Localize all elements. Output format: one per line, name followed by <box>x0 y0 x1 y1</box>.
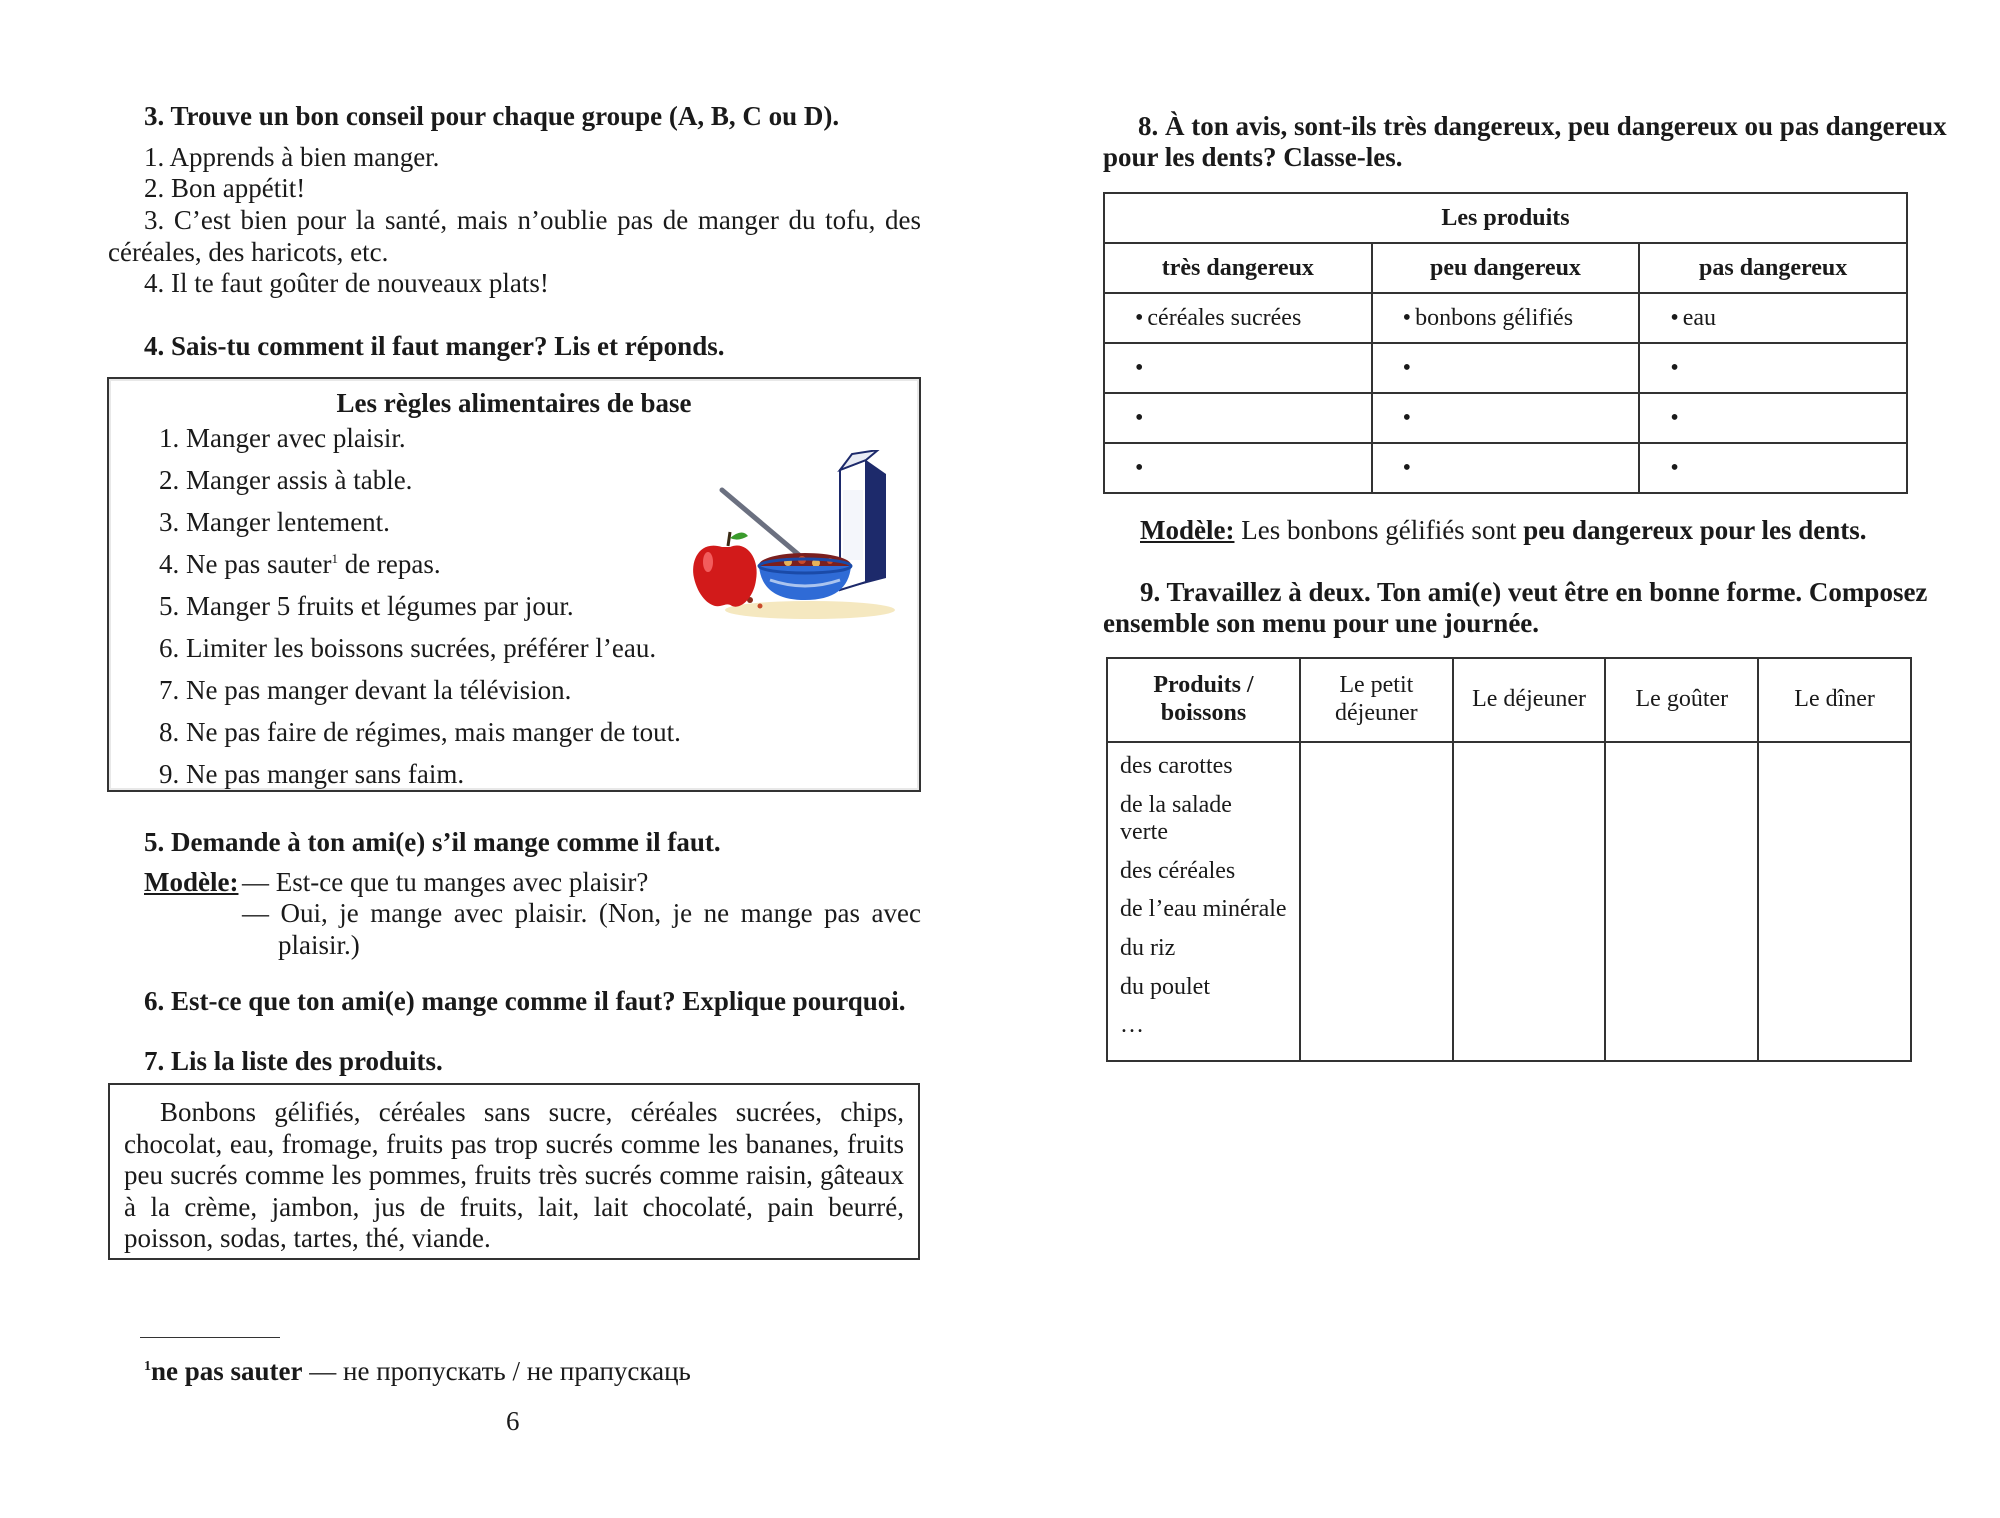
menu-item-salad-line2: verte <box>1120 819 1168 846</box>
exercise-7-heading: 7. Lis la liste des produits. <box>144 1046 443 1076</box>
menu-table <box>1106 657 1912 1062</box>
menu-item-salad-line1: de la salade <box>1120 791 1232 818</box>
danger-cell-not-1[interactable]: • eau <box>1639 293 1907 343</box>
danger-cell-blank[interactable] <box>1104 443 1372 493</box>
products-list-box <box>108 1083 920 1260</box>
menu-col-products-line2: boissons <box>1160 700 1247 726</box>
exercise-8-heading: 8. À ton avis, sont-ils très dangereux, peu dangereux ou pas dangereux <box>1138 111 1947 141</box>
rule-6: 6. Limiter les boissons sucrées, préférer l’eau. <box>159 633 657 663</box>
exercise-8-model <box>1140 515 1867 547</box>
danger-cell-very-1[interactable]: • céréales sucrées <box>1104 293 1372 343</box>
danger-cell-blank[interactable] <box>1104 393 1372 443</box>
danger-cell-blank[interactable] <box>1372 393 1640 443</box>
rule-9: 9. Ne pas manger sans faim. <box>159 759 465 789</box>
exercise-5-dialogue-2-cont: plaisir.) <box>278 930 360 960</box>
danger-cell-blank[interactable] <box>1372 343 1640 393</box>
exercise-9-heading: 9. Travaillez à deux. Ton ami(e) veut être en bonne forme. Composez <box>1140 577 1928 607</box>
menu-col-snack: Le goûter <box>1605 658 1758 742</box>
menu-col-products-line1: Produits / <box>1153 672 1254 699</box>
menu-item-mineral-water: de l’eau minérale <box>1120 896 1287 923</box>
rule-4 <box>159 549 441 581</box>
footnote-term: ne pas sauter <box>151 1356 303 1386</box>
products-list-text: Bonbons gélifiés, céréales sans sucre, céréales sucrées, chips, chocolat, eau, fromage, fruits pas trop sucrés comme les bananes, fruits peu sucrés comme les pommes, fruits très sucrés comme raisin, gâteaux à la crème, jambon, jus de fruits, lait, lait chocolaté, pain beurré, poisson, sodas, tartes, thé, viande. <box>124 1097 904 1254</box>
rule-4-text-end: de repas. <box>337 549 441 579</box>
rule-1: 1. Manger avec plaisir. <box>159 423 406 453</box>
danger-col-very: très dangereux <box>1104 243 1372 293</box>
rule-3: 3. Manger lentement. <box>159 507 390 537</box>
exercise-8-model-text: Les bonbons gélifiés sont <box>1234 515 1524 545</box>
menu-cell-breakfast[interactable] <box>1300 742 1453 1061</box>
exercise-4-heading: 4. Sais-tu comment il faut manger? Lis et réponds. <box>144 331 725 361</box>
menu-cell-snack[interactable] <box>1605 742 1758 1061</box>
apple-icon <box>693 532 757 607</box>
danger-cell-blank[interactable] <box>1372 443 1640 493</box>
danger-col-little: peu dangereux <box>1372 243 1640 293</box>
menu-item-cereals: des céréales <box>1120 857 1236 884</box>
exercise-5-dialogue-2: — Oui, je mange avec plaisir. (Non, je ne mange pas avec <box>242 898 921 928</box>
exercise-8-model-bold: peu dangereux pour les dents. <box>1523 515 1867 545</box>
footnote-divider <box>140 1337 280 1338</box>
danger-cell-blank[interactable] <box>1639 343 1907 393</box>
menu-products-cell <box>1107 742 1300 1061</box>
danger-cell-blank[interactable] <box>1639 393 1907 443</box>
menu-col-breakfast-line1: Le petit <box>1339 672 1414 699</box>
rule-7: 7. Ne pas manger devant la télévision. <box>159 675 572 705</box>
danger-cell-little-1[interactable]: • bonbons gélifiés <box>1372 293 1640 343</box>
footnote-mark: 1 <box>144 1359 151 1374</box>
page-number: 6 <box>506 1406 520 1436</box>
exercise-8-model-label: Modèle: <box>1140 515 1235 545</box>
footnote-translation: — не пропускать / не прапускаць <box>302 1356 691 1386</box>
menu-cell-dinner[interactable] <box>1758 742 1911 1061</box>
exercise-5-dialogue-1: — Est-ce que tu manges avec plaisir? <box>242 867 649 897</box>
breakfast-illustration <box>690 450 910 625</box>
rules-box-title: Les règles alimentaires de base <box>336 388 692 418</box>
exercise-3-item-4: 4. Il te faut goûter de nouveaux plats! <box>144 268 549 298</box>
exercise-5-model-label: Modèle: <box>144 867 239 897</box>
menu-item-salad <box>1120 792 1287 847</box>
rule-4-footnote-mark: 1 <box>331 551 338 566</box>
rule-8: 8. Ne pas faire de régimes, mais manger de tout. <box>159 717 681 747</box>
rule-2: 2. Manger assis à table. <box>159 465 413 495</box>
menu-item-carrots: des carottes <box>1120 753 1233 779</box>
exercise-9-heading-cont: ensemble son menu pour une journée. <box>1103 608 1540 638</box>
exercise-3-item-1: 1. Apprends à bien manger. <box>144 142 440 172</box>
exercise-5-heading: 5. Demande à ton ami(e) s’il mange comme il faut. <box>144 827 721 857</box>
exercise-6-heading: 6. Est-ce que ton ami(e) mange comme il faut? Explique pourquoi. <box>144 986 906 1016</box>
menu-col-lunch: Le déjeuner <box>1453 658 1606 742</box>
menu-col-breakfast-line2: déjeuner <box>1335 700 1418 726</box>
exercise-3-item-3-cont: céréales, des haricots, etc. <box>108 237 389 267</box>
exercise-3-item-3: 3. C’est bien pour la santé, mais n’oublie pas de manger du tofu, des <box>144 205 921 235</box>
cereal-bowl-icon <box>759 553 851 600</box>
exercise-3-item-2: 2. Bon appétit! <box>144 173 306 203</box>
menu-item-chicken: du poulet <box>1120 973 1210 1000</box>
rule-5: 5. Manger 5 fruits et légumes par jour. <box>159 591 574 621</box>
danger-table-title: Les produits <box>1104 193 1907 243</box>
danger-cell-blank[interactable] <box>1104 343 1372 393</box>
menu-cell-lunch[interactable] <box>1453 742 1606 1061</box>
menu-item-ellipsis: … <box>1120 1012 1144 1039</box>
exercise-8-heading-cont: pour les dents? Classe-les. <box>1103 142 1403 172</box>
footnote <box>144 1356 691 1388</box>
menu-item-rice: du riz <box>1120 934 1176 961</box>
menu-col-products <box>1107 658 1300 742</box>
danger-cell-blank[interactable] <box>1639 443 1907 493</box>
menu-col-dinner: Le dîner <box>1758 658 1911 742</box>
exercise-3-heading: 3. Trouve un bon conseil pour chaque groupe (A, B, C ou D). <box>144 101 840 131</box>
menu-col-breakfast <box>1300 658 1453 742</box>
danger-col-not: pas dangereux <box>1639 243 1907 293</box>
danger-table <box>1103 192 1908 494</box>
rule-4-text: 4. Ne pas sauter <box>159 549 332 579</box>
